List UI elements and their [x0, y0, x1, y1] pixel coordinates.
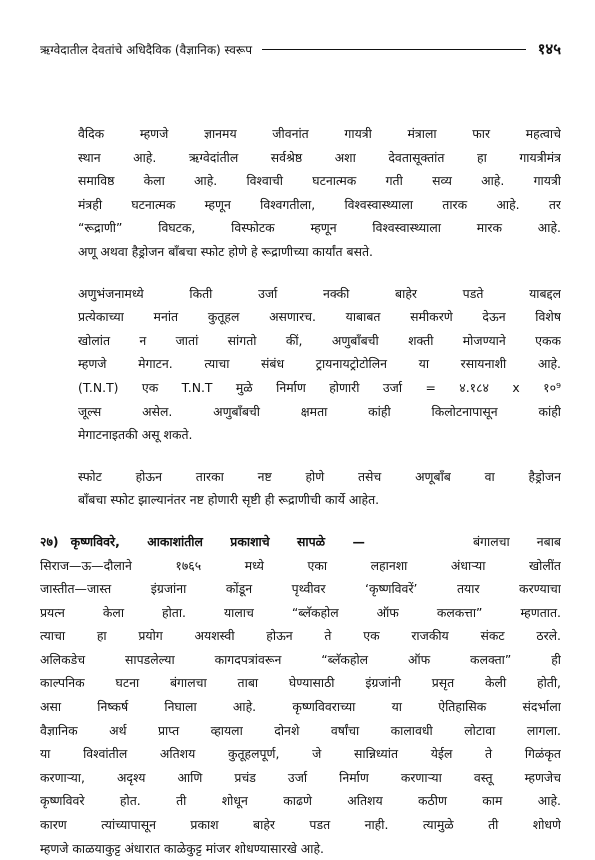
page-body: [40, 122, 561, 860]
paragraph-energy: [40, 282, 561, 447]
text-line: म्हणजे मेगाटन. त्याचा संबंध ट्रायनायट्रोटोलिन या रसायनाशी आहे.: [78, 356, 561, 372]
text-line: समाविष्ठ केला आहे. विश्वाची घटनात्मक गती सव्य आहे. गायत्री: [78, 173, 561, 189]
text-line: मंत्रही घटनात्मक म्हणून विश्वगतीला, विश्वस्वास्थ्याला तारक आहे. तर: [78, 196, 561, 212]
text-line: खोलांत न जातां सांगतो कीं, अणुबाँबची शक्ती मोजण्याने एकक: [78, 332, 561, 348]
text-line: करणाऱ्या, अदृश्य आणि प्रचंड उर्जा निर्माण करणाऱ्या वस्तू म्हणजेच: [40, 769, 561, 785]
text-line: “रूद्राणी” विघटक, विस्फोटक म्हणून विश्वस्वास्थ्याला मारक आहे.: [78, 220, 561, 236]
section-first-line: [40, 530, 561, 554]
text-line: मेगाटनाइतकी असू शकते.: [78, 427, 193, 443]
section-number: २७): [40, 533, 59, 549]
running-header: [40, 38, 561, 60]
text-line: कृष्णविवरे होत. ती शोधून काढणे अतिशय कठीण काम आहे.: [40, 793, 561, 809]
text-line: काल्पनिक घटना बंगालचा ताबा घेण्यासाठी इंग्रजांनी प्रसृत केली होती,: [40, 675, 561, 691]
text-line: सिराज—ऊ—दौलाने १७६५ मध्ये एका लहानशा अंधाऱ्या खोलींत: [40, 557, 561, 573]
text-line: स्थान आहे. ऋग्वेदांतील सर्वश्रेष्ठ अशा देवतासूक्तांत हा गायत्रीमंत्र: [78, 149, 561, 165]
text-line: प्रयत्न केला होता. यालाच “ब्लॅकहोल ऑफ कलकत्ता” म्हणतात.: [40, 604, 561, 620]
paragraph-destruction: [40, 465, 561, 512]
text-line: वैज्ञानिक अर्थ प्राप्त व्हायला दोनशे वर्षांचा कालावधी लोटावा लागला.: [40, 722, 561, 738]
text-line: जूल्स असेल. अणुबाँबची क्षमता कांही किलोटनापासून कांही: [78, 403, 561, 419]
text-line: स्फोट होऊन तारका नष्ट होणे तसेच अणूबाँब वा हैड्रोजन: [78, 468, 561, 484]
text-line: अलिकडेच सापडलेल्या कागदपत्रांवरून “ब्लॅकहोल ऑफ कलक्ता” ही: [40, 651, 561, 667]
running-title: ऋग्वेदातील देवतांचे अधिदैविक (वैज्ञानिक) स्वरूप: [40, 42, 253, 57]
text-line: अणू अथवा हैड्रोजन बाँबचा स्फोट होणे हे रूद्राणीच्या कार्यांत बसते.: [78, 243, 373, 259]
text-line: त्याचा हा प्रयोग अयशस्वी होऊन ते एक राजकीय संकट ठरले.: [40, 628, 561, 644]
paragraph-gayatri: [40, 122, 561, 264]
text-line: वैदिक म्हणजे ज्ञानमय जीवनांत गायत्री मंत्राला फार महत्वाचे: [78, 126, 561, 141]
text-line: जास्तीत—जास्त इंग्रजांना कोंडून पृथ्वीवर ‘कृष्णविवरें’ तयार करण्याचा: [40, 581, 561, 597]
section-heading: कृष्णविवरे, आकाशांतील प्रकाशाचे सापळे —: [70, 533, 365, 549]
text-line: प्रत्येकाच्या मनांत कुतूहल असणारच. याबाबत समीकरणे देऊन विशेष: [78, 309, 561, 325]
text-line: अणुभंजनामध्ये किती उर्जा नक्की बाहेर पडते याबद्दल: [78, 285, 561, 301]
text-line: कारण त्यांच्यापासून प्रकाश बाहेर पडत नाही. त्यामुळे ती शोधणे: [40, 817, 561, 833]
section-first-line-rest: बंगालचा नबाब: [472, 533, 561, 549]
page-number: १४५: [537, 40, 561, 58]
text-line: असा निष्कर्ष निघाला आहे. कृष्णविवराच्या या ऐतिहासिक संदर्भाला: [40, 699, 561, 715]
text-line: या विश्वांतील अतिशय कुतूहलपूर्ण, जे सान्निध्यांत येईल ते गिळंकृत: [40, 746, 561, 762]
section-black-holes: [40, 530, 561, 860]
text-line: (T.N.T) एक T.N.T मुळे निर्माण होणारी उर्जा = ४.१८४ x १०⁹: [78, 379, 561, 395]
text-line: म्हणजे काळयाकुट्ट अंधारात काळेकुट्ट मांजर शोधण्यासारखे आहे.: [40, 840, 324, 856]
text-line: बाँबचा स्फोट झाल्यानंतर नष्ट होणारी सृष्टी ही रूद्राणीची कार्ये आहेत.: [78, 492, 380, 508]
header-rule: [262, 49, 526, 50]
